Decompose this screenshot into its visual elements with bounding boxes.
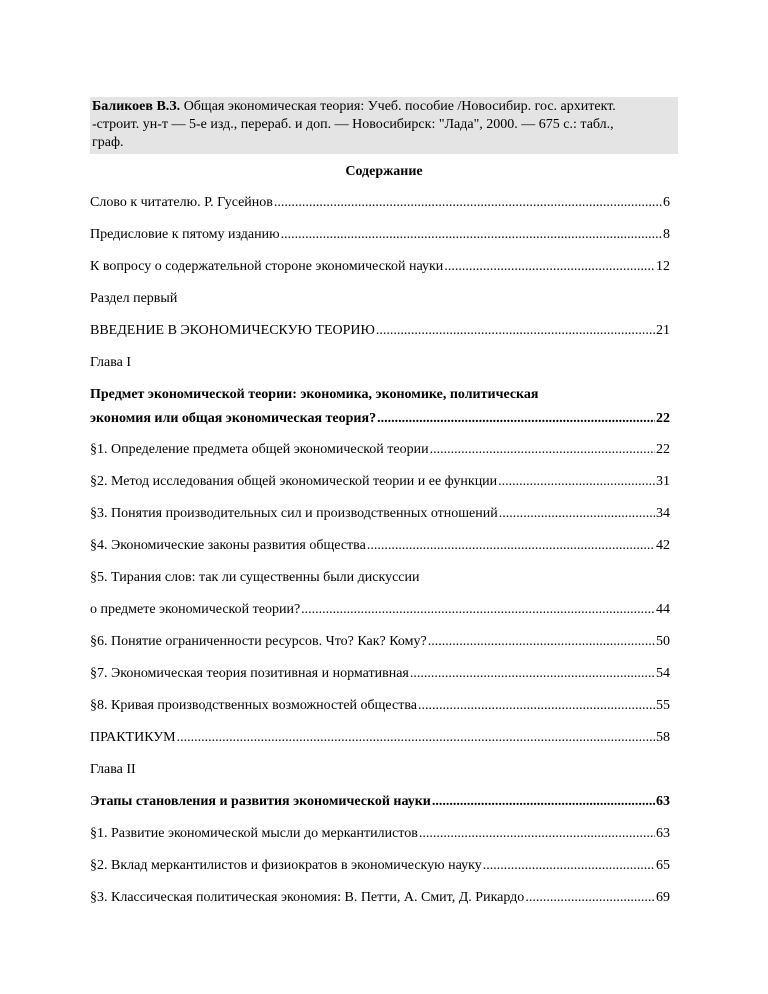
toc-leader: [281, 226, 662, 244]
toc-leader: [498, 473, 655, 491]
toc-entry[interactable]: [90, 665, 670, 683]
toc-entry-page: 65: [656, 858, 670, 873]
toc-entry-page: 44: [656, 602, 670, 617]
toc-entry-page: 21: [656, 323, 670, 338]
toc-leader: [418, 697, 655, 715]
toc-entry-page: 54: [656, 666, 670, 681]
toc-entry-title: Предисловие к пятому изданию: [90, 227, 280, 242]
toc-entry-title: §3. Понятия производительных сил и производственных отношений: [90, 506, 498, 521]
biblio-author: Баликоев В.З.: [92, 99, 181, 114]
toc-entry-page: 34: [656, 506, 670, 521]
toc-entry[interactable]: [90, 633, 670, 651]
biblio-line-3: граф.: [92, 135, 124, 150]
toc-entry-page: 55: [656, 698, 670, 713]
toc-leader: [419, 825, 655, 843]
toc-entry[interactable]: [90, 194, 670, 212]
toc-leader: [444, 258, 655, 276]
toc-entry[interactable]: [90, 537, 670, 555]
toc-leader: [377, 410, 655, 428]
toc-entry-title: §4. Экономические законы развития общества: [90, 538, 366, 553]
toc-entry-title: §6. Понятие ограниченности ресурсов. Что? Как? Кому?: [90, 634, 427, 649]
toc-entry[interactable]: [90, 601, 670, 619]
toc-leader: [428, 633, 655, 651]
biblio-line-1: [92, 98, 678, 116]
toc-leader: [177, 729, 655, 747]
chapter-label: Глава I: [90, 355, 132, 370]
toc-entry-title-line[interactable]: §5. Тирания слов: так ли существенны были дискуссии: [90, 570, 420, 585]
toc-entry[interactable]: [90, 226, 670, 244]
toc-entry[interactable]: [90, 793, 670, 811]
toc-leader: [430, 441, 655, 459]
toc-entry[interactable]: [90, 410, 670, 428]
toc-entry[interactable]: [90, 729, 670, 747]
toc-entry-title: экономия или общая экономическая теория?: [90, 411, 377, 426]
toc-entry-page: 42: [656, 538, 670, 553]
toc-leader: [410, 665, 655, 683]
toc-entry[interactable]: [90, 258, 670, 276]
toc-entry-page: 31: [656, 474, 670, 489]
toc-entry-title: §7. Экономическая теория позитивная и нормативная: [90, 666, 409, 681]
toc-entry[interactable]: [90, 322, 670, 340]
chapter-title-line[interactable]: Предмет экономической теории: экономика, экономике, политическая: [90, 387, 539, 402]
toc-entry-page: 6: [663, 195, 670, 210]
toc-entry[interactable]: [90, 441, 670, 459]
toc-entry-page: 69: [656, 890, 670, 905]
toc-entry-page: 22: [656, 411, 670, 426]
contents-heading: Содержание: [345, 164, 423, 179]
chapter-label: Глава II: [90, 762, 136, 777]
toc-entry-page: 8: [663, 227, 670, 242]
toc-entry-page: 12: [656, 259, 670, 274]
toc-leader: [483, 857, 655, 875]
toc-entry-title: Слово к читателю. Р. Гусейнов: [90, 195, 273, 210]
toc-leader: [525, 889, 655, 907]
bibliographic-record: [90, 97, 678, 154]
toc-leader: [301, 601, 655, 619]
biblio-title: Общая экономическая теория: Учеб. пособие /Новосибир. гос. архитект.: [180, 99, 616, 114]
toc-leader: [499, 505, 655, 523]
toc-entry-title: §2. Вклад меркантилистов и физиократов в экономическую науку: [90, 858, 482, 873]
toc-entry[interactable]: [90, 857, 670, 875]
toc-leader: [432, 793, 655, 811]
biblio-line-2: -строит. ун-т — 5-е изд., перераб. и доп. — Новосибирск: "Лада", 2000. — 675 с.: табл.,: [92, 117, 614, 132]
toc-entry-page: 63: [656, 826, 670, 841]
toc-entry-title: К вопросу о содержательной стороне экономической науки: [90, 259, 444, 274]
toc-entry-title: ВВЕДЕНИЕ В ЭКОНОМИЧЕСКУЮ ТЕОРИЮ: [90, 323, 375, 338]
toc-leader: [367, 537, 655, 555]
toc-entry[interactable]: [90, 473, 670, 491]
toc-entry-page: 63: [656, 794, 670, 809]
toc-entry[interactable]: [90, 697, 670, 715]
toc-entry-page: 22: [656, 442, 670, 457]
section-label: Раздел первый: [90, 291, 178, 306]
toc-entry-title: §2. Метод исследования общей экономической теории и ее функции: [90, 474, 498, 489]
toc-leader: [274, 194, 662, 212]
toc-entry-title: §1. Определение предмета общей экономической теории: [90, 442, 429, 457]
toc-entry-title: ПРАКТИКУМ: [90, 730, 176, 745]
toc-entry-title: о предмете экономической теории?: [90, 602, 301, 617]
toc-entry[interactable]: [90, 505, 670, 523]
toc-entry-title: §1. Развитие экономической мысли до меркантилистов: [90, 826, 418, 841]
toc-entry-title: §3. Классическая политическая экономия: В. Петти, А. Смит, Д. Рикардо: [90, 890, 525, 905]
toc-entry-title: Этапы становления и развития экономической науки: [90, 794, 431, 809]
toc-entry-page: 58: [656, 730, 670, 745]
toc-entry[interactable]: [90, 889, 670, 907]
toc-entry-page: 50: [656, 634, 670, 649]
toc-entry-title: §8. Кривая производственных возможностей общества: [90, 698, 417, 713]
toc-leader: [376, 322, 655, 340]
toc-entry[interactable]: [90, 825, 670, 843]
